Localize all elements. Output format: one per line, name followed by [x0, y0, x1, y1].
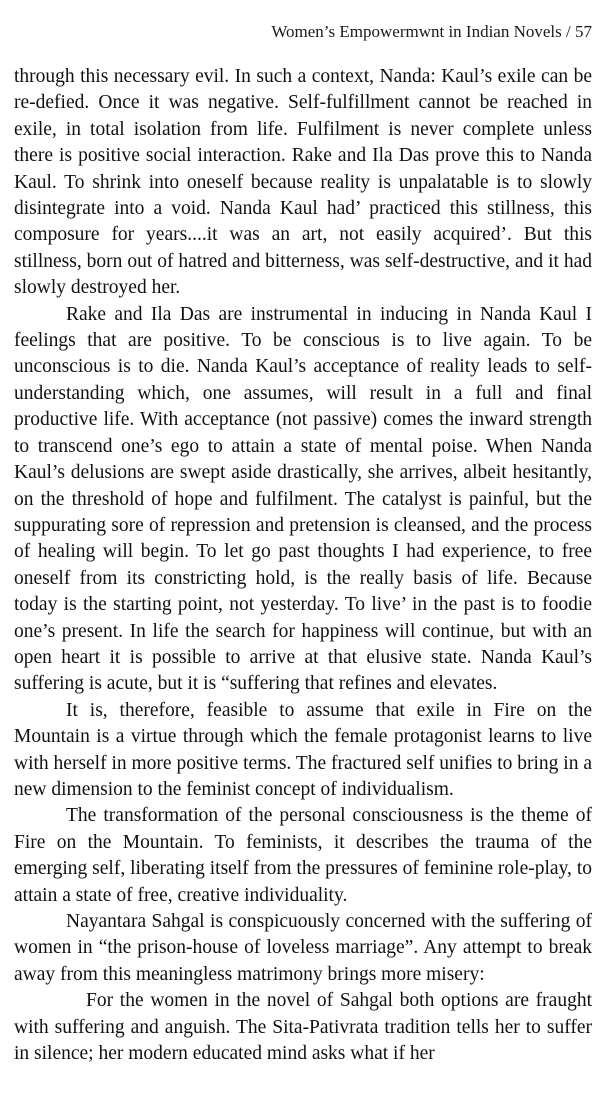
quoted-paragraph: For the women in the novel of Sahgal both options are fraught with suffering and anguish. The Sita-Pativrata tradition tells her to suffer in silence; her modern educated mind asks what if her — [14, 990, 592, 1065]
paragraph: It is, therefore, feasible to assume that exile in Fire on the Mountain is a virtue through which the female protagonist learns to live with herself in more positive terms. The fractured self unifies to bring in a new dimension to the feminist concept of individualism. — [14, 699, 592, 800]
header-separator: / — [561, 22, 575, 41]
paragraph: The transformation of the personal consciousness is the theme of Fire on the Mountain. To feminists, it describes the trauma of the emerging self, liberating itself from the pressures of feminine role-play, to attain a state of free, creative individuality. — [14, 805, 592, 906]
paragraph: Rake and Ila Das are instrumental in inducing in Nanda Kaul I feelings that are positive. To be conscious is to live again. To be unconscious is to die. Nanda Kaul’s acceptance of reality leads to self-understanding which, one assumes, will result in a full and final productive life. With acceptance (not passive) comes the inward strength to transcend one’s ego to attain a state of mental poise. When Nanda Kaul’s delusions are swept aside drastically, she arrives, albeit hesitantly, on the threshold of hope and fulfilment. The catalyst is painful, but the suppurating sore of repression and pretension is cleansed, and the process of healing will begin. To let go past thoughts I had experience, to free oneself from its constricting hold, is the really basis of life. Because today is the starting point, not yesterday. To live’ in the past is to foodie one’s present. In life the search for happiness will continue, but with an open heart it is possible to arrive at that elusive state. Nanda Kaul’s suffering is acute, but it is “suffering that refines and elevates. — [14, 303, 592, 695]
running-header — [271, 22, 592, 42]
body-text — [14, 64, 592, 1067]
paragraph-continued: through this necessary evil. In such a context, Nanda: Kaul’s exile can be re-defied. Once it was negative. Self-fulfillment cannot be reached in exile, in total isolation from life. Fulfilment is never complete unless there is positive social interaction. Rake and Ila Das prove this to Nanda Kaul. To shrink into oneself because reality is unpalatable is to slowly disintegrate into a void. Nanda Kaul had’ practiced this stillness, this composure for years....it was an art, not easily acquired’. But this stillness, born out of hatred and bitterness, was self-destructive, and it had slowly destroyed her. — [14, 66, 592, 299]
paragraph: Nayantara Sahgal is conspicuously concerned with the suffering of women in “the prison-house of loveless marriage”. Any attempt to break away from this meaningless matrimony brings more misery: — [14, 911, 592, 985]
page-number: 57 — [575, 22, 592, 41]
running-title: Women’s Empowermwnt in Indian Novels — [271, 22, 562, 41]
